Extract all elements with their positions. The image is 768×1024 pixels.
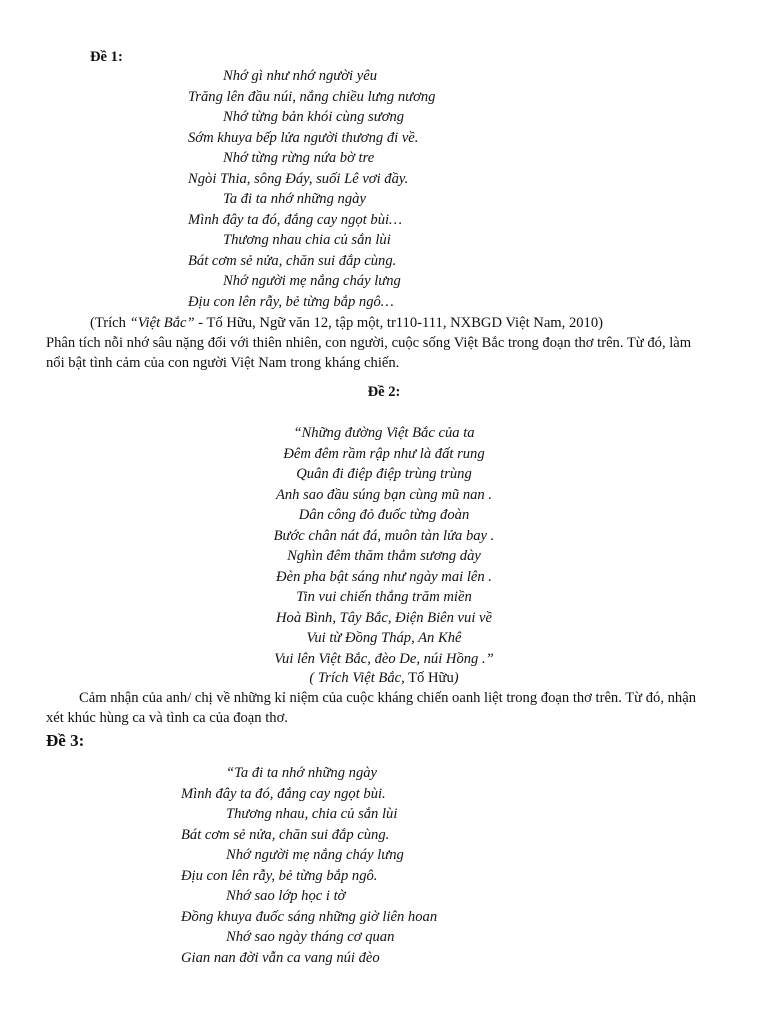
de2-poem-line: Đèn pha bật sáng như ngày mai lên . — [276, 568, 492, 585]
de3-poem-line: Mình đây ta đó, đắng cay ngọt bùi. — [181, 785, 386, 802]
de1-poem-line: Nhớ người mẹ nắng cháy lưng — [223, 273, 401, 289]
de3-poem-line: Nhớ sao lớp học i tờ — [226, 888, 346, 904]
de1-prompt-line2: nổi bật tình cảm của con người Việt Nam trong kháng chiến. — [46, 355, 400, 372]
de1-prompt — [46, 333, 726, 374]
de3-poem-line: Thương nhau, chia củ sắn lùi — [226, 806, 398, 822]
de1-citation-prefix: (Trích — [90, 315, 130, 331]
de2-poem-line: Vui lên Việt Bắc, đèo De, núi Hồng .” — [274, 650, 494, 667]
de2-prompt-line2: xét khúc hùng ca và tình ca của đoạn thơ. — [46, 710, 288, 727]
de1-citation-rest: - Tố Hữu, Ngữ văn 12, tập một, tr110-111, NXBGD Việt Nam, 2010) — [194, 315, 603, 331]
de1-poem-line: Ngòi Thia, sông Đáy, suối Lê vơi đầy. — [188, 170, 409, 187]
de2-poem-line: “Những đường Việt Bắc của ta — [293, 425, 475, 441]
de1-citation — [90, 313, 603, 333]
de1-poem-line: Địu con lên rẫy, bẻ từng bắp ngô… — [188, 293, 394, 310]
de2-poem-line: Tin vui chiến thắng trăm miền — [296, 589, 472, 605]
de2-prompt-line1: Cảm nhận của anh/ chị về những kỉ niệm của cuộc kháng chiến oanh liệt trong đoạn thơ trên. Từ đó, nhận — [79, 690, 696, 706]
de3-poem-line: Nhớ người mẹ nắng cháy lưng — [226, 847, 404, 863]
de3-poem-line: Nhớ sao ngày tháng cơ quan — [226, 929, 395, 945]
de2-poem-line: Vui từ Đồng Tháp, An Khê — [306, 630, 462, 646]
de1-poem-line: Nhớ gì như nhớ người yêu — [223, 68, 377, 84]
de2-poem-line: Hoà Bình, Tây Bắc, Điện Biên vui về — [275, 609, 492, 626]
de1-poem-line: Ta đi ta nhớ những ngày — [223, 191, 366, 207]
de2-citation-close: ) — [453, 670, 459, 686]
de3-poem-line: Đồng khuya đuốc sáng những giờ liên hoan — [181, 908, 438, 925]
de1-poem-line: Sớm khuya bếp lửa người thương đi về. — [188, 129, 419, 146]
de2-poem-line: Bước chân nát đá, muôn tàn lửa bay . — [273, 527, 495, 544]
de2-poem-line: Anh sao đầu súng bạn cùng mũ nan . — [275, 486, 493, 503]
de3-poem-line: Gian nan đời vẫn ca vang núi đèo — [181, 949, 380, 966]
de2-citation — [0, 668, 768, 688]
de2-poem-line: Đêm đêm rầm rập như là đất rung — [283, 445, 485, 462]
de3-poem-line: Địu con lên rẫy, bẻ từng bắp ngô. — [181, 867, 378, 884]
de2-heading: Đề 2: — [367, 384, 401, 400]
de2-citation-author: Tố Hữu — [404, 670, 454, 686]
de1-prompt-line1: Phân tích nỗi nhớ sâu nặng đối với thiên nhiên, con người, cuộc sống Việt Bắc trong đoạn thơ trên. Từ đó, làm — [46, 335, 692, 351]
de1-poem-line: Trăng lên đầu núi, nắng chiều lưng nương — [188, 88, 436, 105]
de2-poem-line: Dân công đỏ đuốc từng đoàn — [298, 507, 470, 523]
de2-citation-italic: ( Trích Việt Bắc, — [309, 670, 405, 686]
de1-citation-title: “Việt Bắc” — [129, 315, 195, 331]
de1-heading: Đề 1: — [90, 49, 123, 65]
de3-poem-line: “Ta đi ta nhớ những ngày — [226, 765, 378, 781]
de1-poem-line: Nhớ từng rừng nứa bờ tre — [223, 150, 375, 166]
de3-poem-line: Bát cơm sẻ nửa, chăn sui đắp cùng. — [181, 826, 390, 843]
de2-poem-line: Nghìn đêm thăm thẳm sương dày — [287, 548, 481, 564]
de1-poem-line: Thương nhau chia củ sắn lùi — [223, 232, 391, 248]
de2-prompt — [46, 688, 726, 729]
de1-poem-line: Bát cơm sẻ nửa, chăn sui đắp cùng. — [188, 252, 397, 269]
de1-poem-line: Nhớ từng bản khói cùng sương — [223, 109, 405, 125]
de3-heading: Đề 3: — [46, 731, 85, 750]
de1-poem-line: Mình đây ta đó, đắng cay ngọt bùi… — [188, 211, 403, 228]
de2-poem-line: Quân đi điệp điệp trùng trùng — [296, 466, 472, 482]
